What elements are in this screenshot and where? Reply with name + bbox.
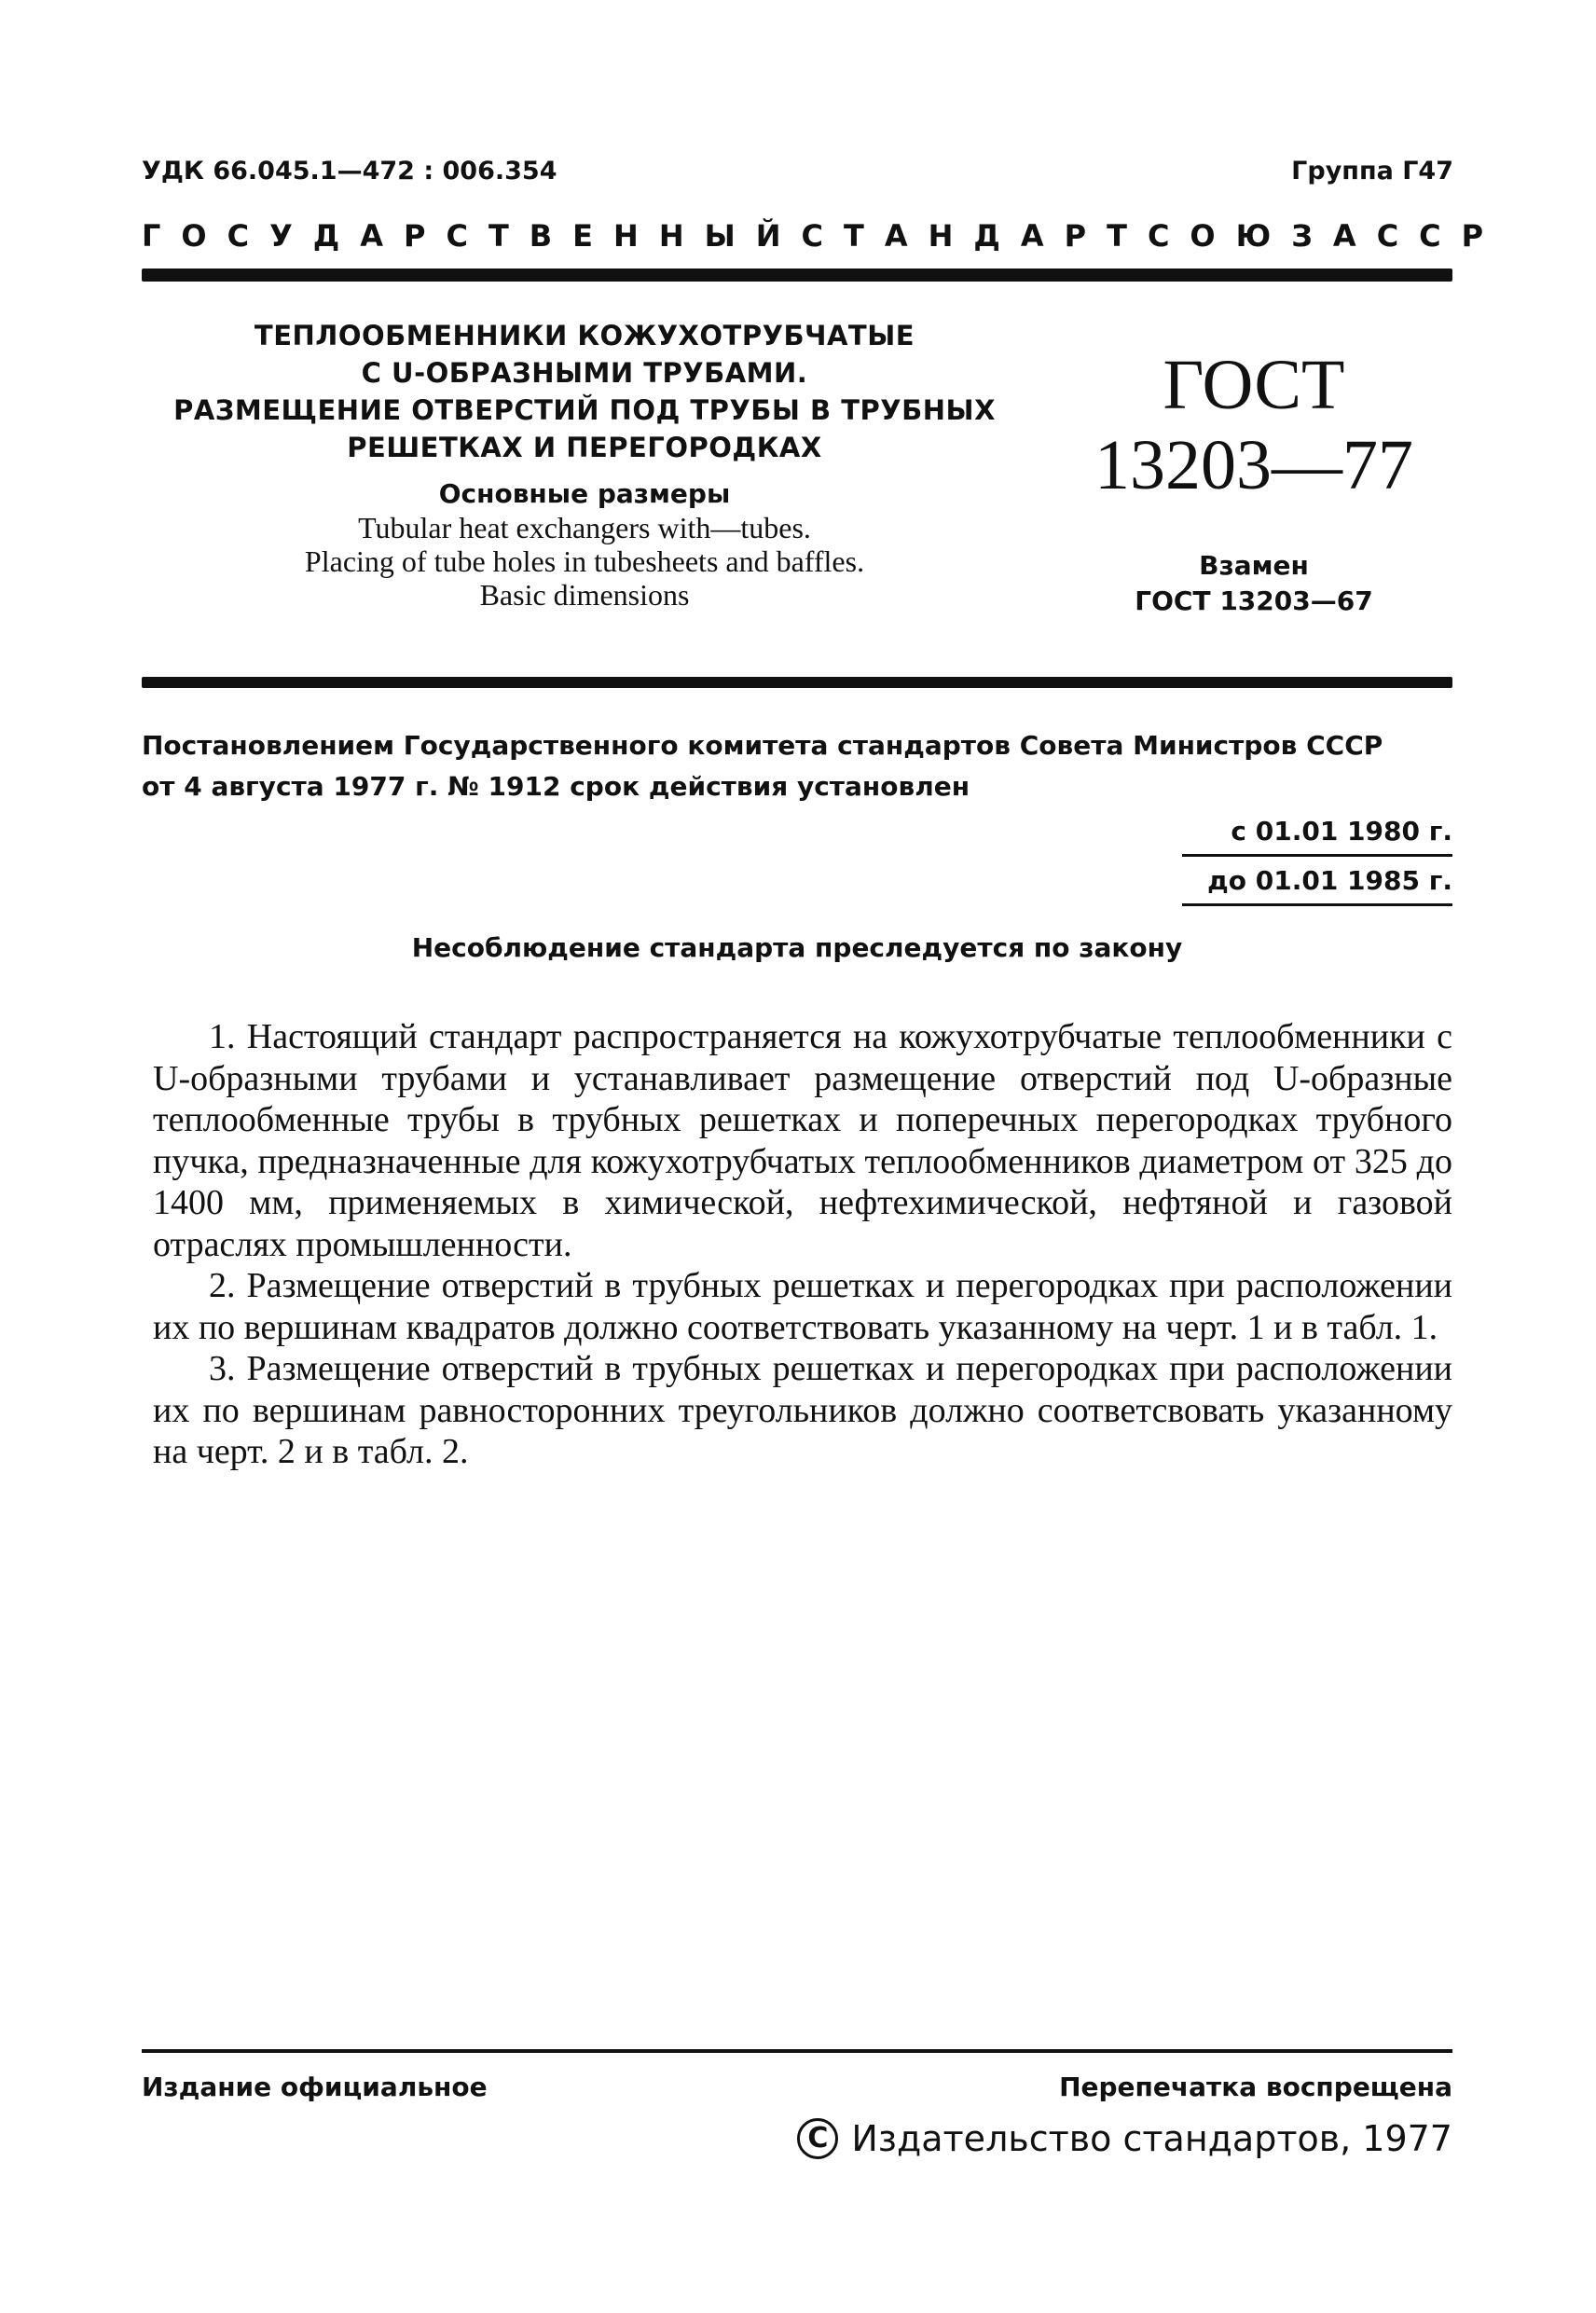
- group-code: Группа Г47: [1291, 157, 1453, 186]
- title-line: РАЗМЕЩЕНИЕ ОТВЕРСТИЙ ПОД ТРУБЫ В ТРУБНЫХ: [173, 394, 996, 426]
- validity-period: [1182, 811, 1452, 906]
- top-divider: [142, 268, 1452, 282]
- valid-to: до 01.01 1985 г.: [1182, 860, 1452, 906]
- banner-word: ССР: [1376, 218, 1505, 254]
- english-title-line: Tubular heat exchangers with—tubes.: [358, 511, 811, 544]
- title-line: ТЕПЛООБМЕННИКИ КОЖУХОТРУБЧАТЫЕ: [254, 320, 915, 351]
- english-title-line: Placing of tube holes in tubesheets and baffles.: [304, 544, 865, 578]
- banner-word: СОЮЗА: [1147, 218, 1377, 254]
- legal-notice: Несоблюдение стандарта преследуется по закону: [411, 932, 1183, 963]
- title-line: РЕШЕТКАХ И ПЕРЕГОРОДКАХ: [347, 432, 822, 463]
- gost-block: [1063, 345, 1445, 619]
- official-edition-label: Издание официальное: [142, 2072, 488, 2102]
- footer-divider: [142, 2049, 1452, 2053]
- decree-line: Постановлением Государственного комитета стандартов Совета Министров СССР: [142, 730, 1383, 761]
- banner-word: ГОСУДАРСТВЕННЫЙ: [142, 218, 802, 254]
- paragraph: 2. Размещение отверстий в трубных решетках и перегородках при расположении их по вершинам квадратов должно соответствовать указанному на черт. 1 и в табл. 1.: [153, 1266, 1452, 1347]
- state-standard-banner: [142, 218, 1505, 254]
- subtitle: Основные размеры: [438, 478, 731, 509]
- udk-code: УДК 66.045.1—472 : 006.354: [142, 157, 557, 186]
- title-divider: [142, 677, 1452, 688]
- gost-number: 13203—77: [1094, 426, 1413, 504]
- title-line: С U-ОБРАЗНЫМИ ТРУБАМИ.: [361, 357, 808, 389]
- paragraph: 1. Настоящий стандарт распространяется на кожухотрубчатые теплообменники с U-образными трубами и устанавливает размещение отверстий под U-образные теплообменные трубы в трубных решетках и поперечных перегородках трубного пучка, предназначенные для кожухотрубчатых теплообменников диаметром от 325 до 1400 мм, применяемых в химической, нефтехимической, нефтяной и газовой отраслях промышленности.: [153, 1017, 1452, 1264]
- banner-word: СТАНДАРТ: [801, 218, 1148, 254]
- paragraph: 3. Размещение отверстий в трубных решетках и перегородках при расположении их по вершинам равносторонних треугольников должно соответсвовать указанному на черт. 2 и в табл. 2.: [153, 1349, 1452, 1471]
- decree-line: от 4 августа 1977 г. № 1912 срок действия установлен: [142, 771, 970, 802]
- publisher-line: [797, 2118, 1452, 2159]
- copyright-icon: C: [797, 2118, 838, 2159]
- replace-value: ГОСТ 13203—67: [1135, 585, 1373, 616]
- valid-from: с 01.01 1980 г.: [1182, 811, 1452, 857]
- gost-label: ГОСТ: [1163, 346, 1345, 424]
- decree: [142, 725, 1452, 807]
- publisher-name: Издательство стандартов, 1977: [851, 2118, 1452, 2159]
- english-title-line: Basic dimensions: [479, 578, 690, 612]
- replace-label: Взамен: [1199, 550, 1309, 581]
- title-block: [142, 317, 1027, 612]
- body-text: [153, 1016, 1452, 1473]
- reprint-prohibited-label: Перепечатка воспрещена: [1059, 2072, 1452, 2102]
